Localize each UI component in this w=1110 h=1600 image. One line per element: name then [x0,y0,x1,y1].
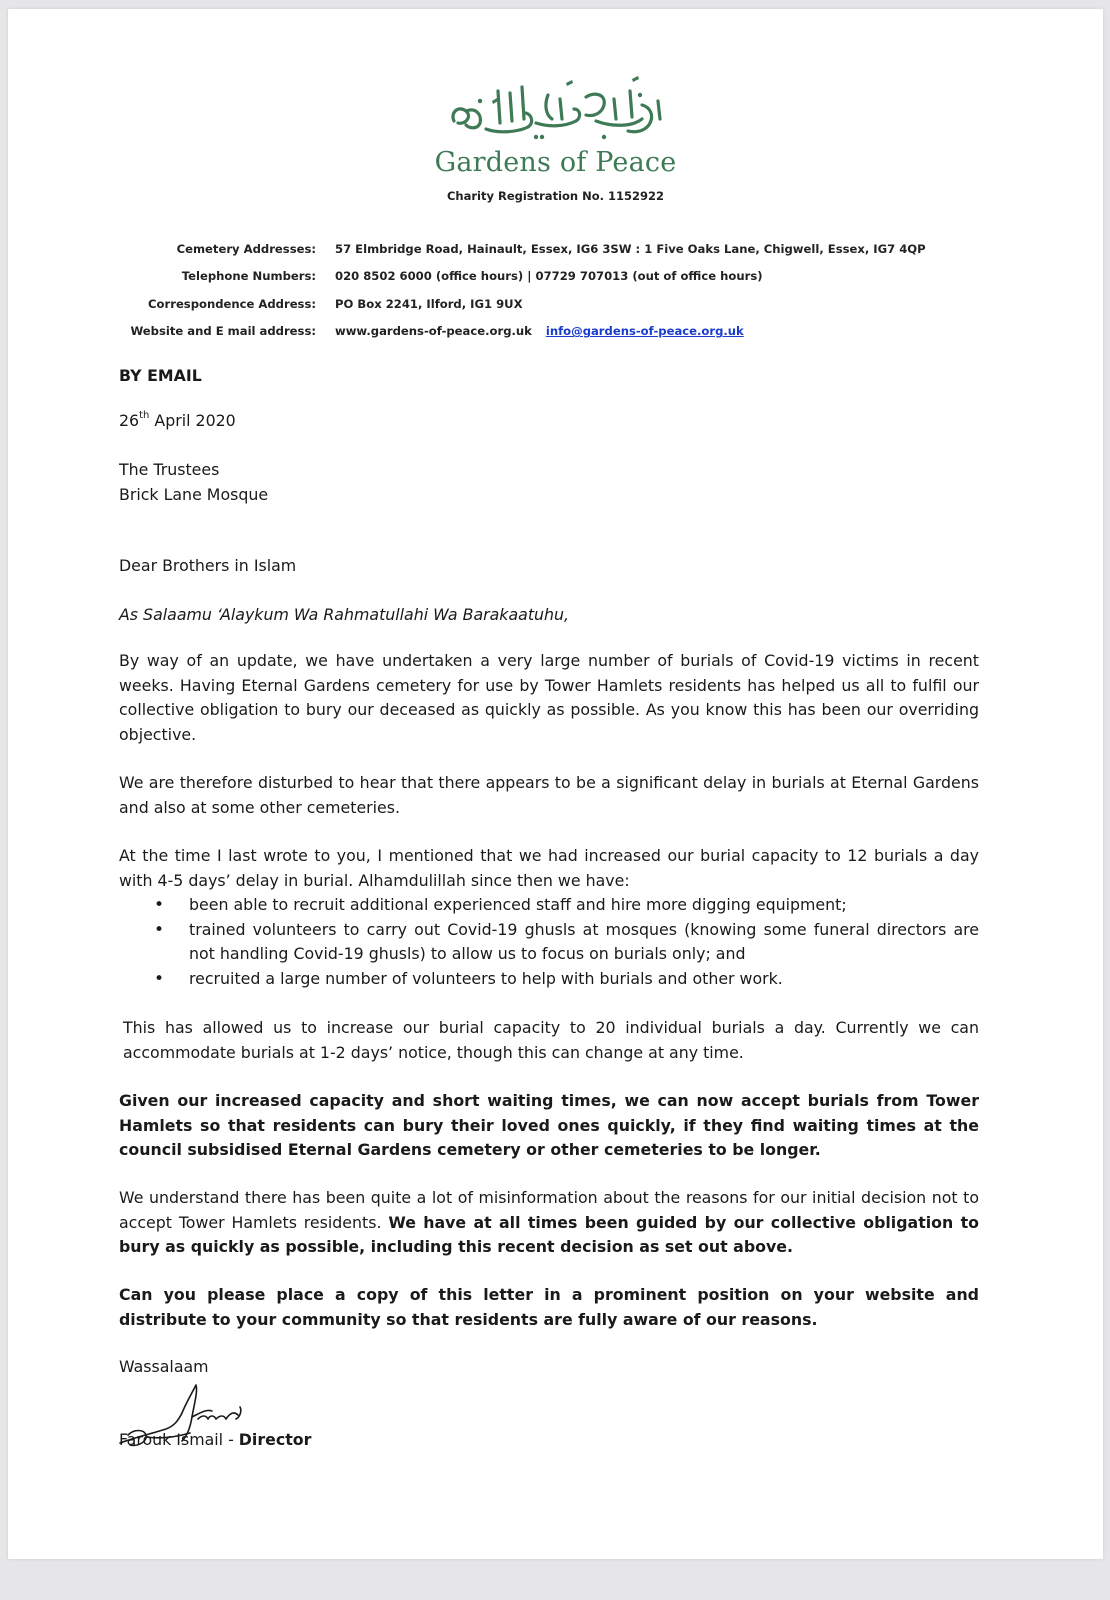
paragraph: By way of an update, we have undertaken a very large number of burials of Covid-19 victims in recent weeks. Having Eternal Gardens cemetery for use by Tower Hamlets residents has helped us all to fulfil our collective obligation to bury our deceased as quickly as possible. As you know this has been our overriding objective. [119,651,979,744]
contact-details [96,235,926,345]
greeting: As Salaamu ‘Alaykum Wa Rahmatullahi Wa Barakaatuhu, [119,605,570,624]
paragraph-bold: Given our increased capacity and short waiting times, we can now accept burials from Tower Hamlets so that residents can bury their loved ones quickly, if they find waiting times at the council subsidised Eternal Gardens cemetery or other cemeteries to be longer. [119,1091,979,1160]
contact-value: PO Box 2241, Ilford, IG1 9UX [335,296,523,311]
contact-row [96,235,926,263]
signer-title: Director [238,1430,312,1449]
paragraph [119,844,979,992]
list-item: • trained volunteers to carry out Covid-19 ghusls at mosques (knowing some funeral directors are not handling Covid-19 ghusls) to allow us to focus on burials only; and [119,918,979,967]
email-link[interactable]: info@gardens-of-peace.org.uk [545,324,744,339]
date-day: 26 [119,411,140,430]
closing: Wassalaam [119,1357,209,1376]
paragraph [119,1186,979,1260]
paragraph: We are therefore disturbed to hear that there appears to be a significant delay in burials at Eternal Gardens and also at some other cemeteries. [119,773,979,817]
letter-date [119,409,979,434]
letter-page [8,9,1103,1559]
contact-row [96,263,926,291]
signer-separator: - [223,1430,239,1449]
list-item: • recruited a large number of volunteers to help with burials and other work. [119,967,979,992]
date-rest: April 2020 [149,411,236,430]
recipient-line: The Trustees [119,460,220,479]
paragraph-normal-part: We understand there has been quite a lot of misinformation about the reasons for our initial decision not to accept Tower Hamlets residents. [119,1188,979,1232]
recipient-line: Brick Lane Mosque [119,484,269,504]
arabic-calligraphy-logo [436,71,676,147]
contact-label: Cemetery Addresses: [176,241,316,256]
contact-label: Website and E mail address: [130,324,316,339]
contact-value: 57 Elmbridge Road, Hainault, Essex, IG6 3SW : 1 Five Oaks Lane, Chigwell, Essex, IG7 4QP [335,241,926,256]
paragraph-bold: Can you please place a copy of this letter in a prominent position on your website and distribute to your community so that residents are fully aware of our reasons. [119,1285,979,1329]
delivery-method: BY EMAIL [119,366,202,385]
bullet-list [119,893,979,991]
contact-row [96,290,926,318]
paragraph-intro: At the time I last wrote to you, I mentioned that we had increased our burial capacity to 12 burials a day with 4-5 days’ delay in burial. Alhamdulillah since then we have: [119,846,979,890]
list-item: • been able to recruit additional experienced staff and hire more digging equipment; [119,893,979,918]
contact-value [335,324,744,338]
paragraph-bold-part: We have at all times been guided by our collective obligation to bury as quickly as possible, including this recent decision as set out above. [119,1212,979,1257]
org-name: Gardens of Peace [434,147,677,178]
charity-registration: Charity Registration No. 1152922 [446,189,665,203]
salutation: Dear Brothers in Islam [119,556,297,575]
signer-name: Farouk Ismail [119,1430,224,1449]
contact-label: Correspondence Address: [148,296,316,311]
contact-label: Telephone Numbers: [181,269,316,284]
contact-value: 020 8502 6000 (office hours) | 07729 707013 (out of office hours) [335,269,763,284]
contact-row [96,318,926,346]
date-suffix: th [139,409,150,421]
paragraph: This has allowed us to increase our burial capacity to 20 individual burials a day. Currently we can accommodate burials at 1-2 days’ notice, though this can change at any time. [123,1018,979,1062]
signer [119,1428,979,1453]
website-text: www.gardens-of-peace.org.uk [335,324,532,339]
recipient-address [119,458,979,507]
gardens-of-peace-logo [8,71,1103,178]
